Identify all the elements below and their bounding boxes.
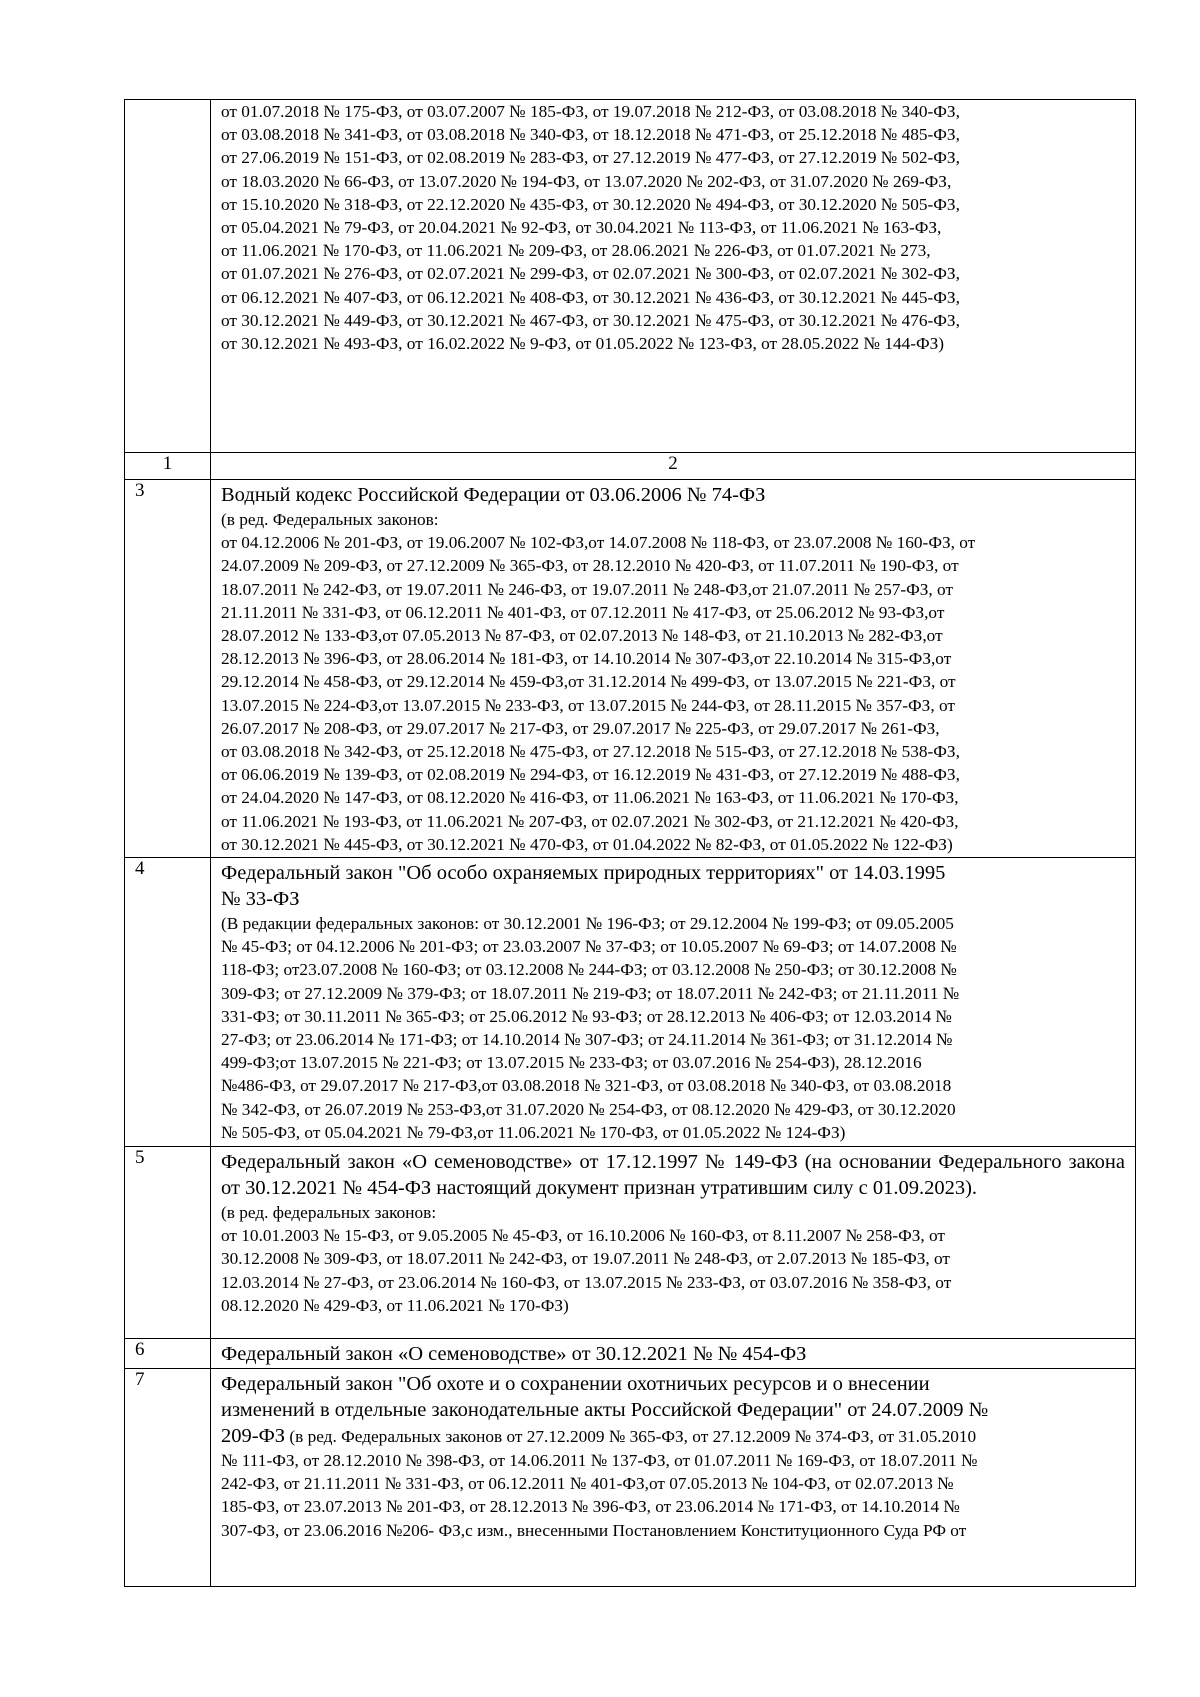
text-line: 18.07.2011 № 242-ФЗ, от 19.07.2011 № 246-ФЗ, от 19.07.2011 № 248-ФЗ,от 21.07.2011 № 257-ФЗ, от xyxy=(221,579,954,599)
row-content xyxy=(211,480,1136,858)
table-row xyxy=(125,1339,1136,1369)
text-line: 185-ФЗ, от 23.07.2013 № 201-ФЗ, от 28.12.2013 № 396-ФЗ, от 23.06.2014 № 171-ФЗ, от 14.10.2014 № xyxy=(221,1497,960,1517)
row-content xyxy=(211,1369,1136,1587)
text-line: от 30.12.2021 № 445-ФЗ, от 30.12.2021 № 470-ФЗ, от 01.04.2022 № 82-ФЗ, от 01.05.2022 № 122-ФЗ) xyxy=(221,834,953,854)
text-line: 331-ФЗ; от 30.11.2011 № 365-ФЗ; от 25.06.2012 № 93-ФЗ; от 28.12.2013 № 406-ФЗ; от 12.03.2014 № xyxy=(221,1006,952,1026)
column-number-row xyxy=(125,453,1136,480)
law-title: Федеральный закон «О семеноводстве» от 17.12.1997 № 149-ФЗ (на основании Федерального закона от 30.12.2021 № 454-ФЗ настоящий документ признан утратившим силу с 01.09.2023). xyxy=(221,1151,1125,1199)
text-line: 26.07.2017 № 208-ФЗ, от 29.07.2017 № 217-ФЗ, от 29.07.2017 № 225-ФЗ, от 29.07.2017 № 261-ФЗ, xyxy=(221,718,940,738)
text-line: от 06.12.2021 № 407-ФЗ, от 06.12.2021 № 408-ФЗ, от 30.12.2021 № 436-ФЗ, от 30.12.2021 № 445-ФЗ, xyxy=(221,287,960,307)
text-line: от 03.08.2018 № 342-ФЗ, от 25.12.2018 № 475-ФЗ, от 27.12.2018 № 515-ФЗ, от 27.12.2018 № 538-ФЗ, xyxy=(221,742,960,762)
text-line: от 11.06.2021 № 170-ФЗ, от 11.06.2021 № 209-ФЗ, от 28.06.2021 № 226-ФЗ, от 01.07.2021 № 273, xyxy=(221,241,931,261)
law-title xyxy=(221,858,1125,912)
text-line: от 27.06.2019 № 151-ФЗ, от 02.08.2019 № 283-ФЗ, от 27.12.2019 № 477-ФЗ, от 27.12.2019 № 502-ФЗ, xyxy=(221,148,960,168)
text-line: Федеральный закон "Об охоте и о сохранении охотничьих ресурсов и о внесении xyxy=(221,1373,930,1395)
row-content xyxy=(211,858,1136,1147)
column-number-1: 1 xyxy=(125,453,211,480)
text-line: 307-ФЗ, от 23.06.2016 №206- ФЗ,с изм., внесенными Постановлением Конституционного Суда РФ от xyxy=(221,1520,967,1540)
text-line: изменений в отдельные законодательные акты Российской Федерации" от 24.07.2009 № xyxy=(221,1399,989,1421)
text-line: № 45-ФЗ; от 04.12.2006 № 201-ФЗ; от 23.03.2007 № 37-ФЗ; от 10.05.2007 № 69-ФЗ; от 14.07.2008 № xyxy=(221,937,957,957)
text-line: от 15.10.2020 № 318-ФЗ, от 22.12.2020 № 435-ФЗ, от 30.12.2020 № 494-ФЗ, от 30.12.2020 № 505-ФЗ, xyxy=(221,194,960,214)
text-line: 28.12.2013 № 396-ФЗ, от 28.06.2014 № 181-ФЗ, от 14.10.2014 № 307-ФЗ,от 22.10.2014 № 315-ФЗ,от xyxy=(221,649,952,669)
text-line: от 11.06.2021 № 193-ФЗ, от 11.06.2021 № 207-ФЗ, от 02.07.2021 № 302-ФЗ, от 21.12.2021 № 420-ФЗ, xyxy=(221,811,959,831)
text-line: от 30.12.2021 № 449-ФЗ, от 30.12.2021 № 467-ФЗ, от 30.12.2021 № 475-ФЗ, от 30.12.2021 № 476-ФЗ, xyxy=(221,310,960,330)
text-line: № 111-ФЗ, от 28.12.2010 № 398-ФЗ, от 14.06.2011 № 137-ФЗ, от 01.07.2011 № 169-ФЗ, от 18.07.2011 № xyxy=(221,1451,978,1470)
text-line: от 24.04.2020 № 147-ФЗ, от 08.12.2020 № 416-ФЗ, от 11.06.2021 № 163-ФЗ, от 11.06.2021 № 170-ФЗ, xyxy=(221,788,959,808)
text-line: (в ред. федеральных законов: xyxy=(221,1203,437,1222)
law-title xyxy=(221,1339,1125,1367)
text-line: от 04.12.2006 № 201-ФЗ, от 19.06.2007 № 102-ФЗ,от 14.07.2008 № 118-ФЗ, от 23.07.2008 № 160-ФЗ, от xyxy=(221,533,976,553)
table-row xyxy=(125,1147,1136,1339)
text-line: (в ред. Федеральных законов: xyxy=(221,510,439,529)
text-line: 118-ФЗ; от23.07.2008 № 160-ФЗ; от 03.12.2008 № 244-ФЗ; от 03.12.2008 № 250-ФЗ; от 30.12.2008 № xyxy=(221,960,957,980)
text-line: 12.03.2014 № 27-ФЗ, от 23.06.2014 № 160-ФЗ, от 13.07.2015 № 233-ФЗ, от 03.07.2016 № 358-ФЗ, от xyxy=(221,1272,952,1292)
text-line: № 33-ФЗ xyxy=(221,888,300,910)
text-line: 309-ФЗ; от 27.12.2009 № 379-ФЗ; от 18.07.2011 № 219-ФЗ; от 18.07.2011 № 242-ФЗ; от 21.11.2011 № xyxy=(221,983,960,1003)
row-content xyxy=(211,1147,1136,1339)
text-line: от 30.12.2021 № 493-ФЗ, от 16.02.2022 № 9-ФЗ, от 01.05.2022 № 123-ФЗ, от 28.05.2022 № 144-ФЗ) xyxy=(221,334,945,354)
text-line: от 06.06.2019 № 139-ФЗ, от 02.08.2019 № 294-ФЗ, от 16.12.2019 № 431-ФЗ, от 27.12.2019 № 488-ФЗ, xyxy=(221,765,960,785)
text-line: Федеральный закон "Об особо охраняемых природных территориях" от 14.03.1995 xyxy=(221,862,946,884)
text-line: №486-ФЗ, от 29.07.2017 № 217-ФЗ,от 03.08.2018 № 321-ФЗ, от 03.08.2018 № 340-ФЗ, от 03.08.2018 xyxy=(221,1076,952,1096)
row-content xyxy=(211,1339,1136,1369)
law-title xyxy=(221,1369,1125,1423)
law-number: 209-ФЗ xyxy=(221,1425,286,1447)
table-row xyxy=(125,858,1136,1147)
table-row xyxy=(125,480,1136,858)
text-line: 27-ФЗ; от 23.06.2014 № 171-ФЗ; от 14.10.2014 № 307-ФЗ; от 24.11.2014 № 361-ФЗ; от 31.12.2014 № xyxy=(221,1030,953,1050)
text-line: 29.12.2014 № 458-ФЗ, от 29.12.2014 № 459-ФЗ,от 31.12.2014 № 499-ФЗ, от 13.07.2015 № 221-ФЗ, от xyxy=(221,672,956,692)
column-number-2: 2 xyxy=(211,453,1136,480)
table-row xyxy=(125,100,1136,453)
row-number: 3 xyxy=(125,480,211,858)
text-line: от 10.01.2003 № 15-ФЗ, от 9.05.2005 № 45-ФЗ, от 16.10.2006 № 160-ФЗ, от 8.11.2007 № 258-ФЗ, от xyxy=(221,1226,945,1246)
text-line: от 05.04.2021 № 79-ФЗ, от 20.04.2021 № 92-ФЗ, от 30.04.2021 № 113-ФЗ, от 11.06.2021 № 163-ФЗ, xyxy=(221,218,942,238)
row-content xyxy=(211,100,1136,453)
text-line: 08.12.2020 № 429-ФЗ, от 11.06.2021 № 170-ФЗ) xyxy=(221,1295,569,1315)
row-number: 4 xyxy=(125,858,211,1147)
row-number: 7 xyxy=(125,1369,211,1587)
law-title-tail xyxy=(221,1423,1125,1449)
text-line: Водный кодекс Российской Федерации от 03.06.2006 № 74-ФЗ xyxy=(221,484,766,506)
laws-table xyxy=(124,99,1136,1587)
text-line: от 18.03.2020 № 66-ФЗ, от 13.07.2020 № 194-ФЗ, от 13.07.2020 № 202-ФЗ, от 31.07.2020 № 269-ФЗ, xyxy=(221,171,952,191)
text-line: № 505-ФЗ, от 05.04.2021 № 79-ФЗ,от 11.06.2021 № 170-ФЗ, от 01.05.2022 № 124-ФЗ) xyxy=(221,1122,846,1142)
row-number: 6 xyxy=(125,1339,211,1369)
text-line: 13.07.2015 № 224-ФЗ,от 13.07.2015 № 233-ФЗ, от 13.07.2015 № 244-ФЗ, от 28.11.2015 № 357-ФЗ, от xyxy=(221,695,955,715)
text-line: от 03.08.2018 № 341-ФЗ, от 03.08.2018 № 340-ФЗ, от 18.12.2018 № 471-ФЗ, от 25.12.2018 № 485-ФЗ, xyxy=(221,125,960,145)
law-title xyxy=(221,480,1125,508)
row-number xyxy=(125,100,211,453)
text-line: Федеральный закон «О семеноводстве» от 30.12.2021 № № 454-ФЗ xyxy=(221,1343,807,1365)
amendments-list xyxy=(221,1201,1125,1317)
text-line: № 342-ФЗ, от 26.07.2019 № 253-ФЗ,от 31.07.2020 № 254-ФЗ, от 08.12.2020 № 429-ФЗ, от 30.12.2020 xyxy=(221,1099,956,1119)
text-line: 499-ФЗ;от 13.07.2015 № 221-ФЗ; от 13.07.2015 № 233-ФЗ; от 03.07.2016 № 254-ФЗ), 28.12.2016 xyxy=(221,1053,922,1073)
amendments-list xyxy=(221,100,1125,355)
row-number: 5 xyxy=(125,1147,211,1339)
amendments-list xyxy=(221,1449,1125,1542)
text-line: (В редакции федеральных законов: от 30.12.2001 № 196-ФЗ; от 29.12.2004 № 199-ФЗ; от 09.05.2005 xyxy=(221,914,954,933)
text-line: от 01.07.2021 № 276-ФЗ, от 02.07.2021 № 299-ФЗ, от 02.07.2021 № 300-ФЗ, от 02.07.2021 № 302-ФЗ, xyxy=(221,264,960,284)
table-row xyxy=(125,1369,1136,1587)
text-line: от 01.07.2018 № 175-ФЗ, от 03.07.2007 № 185-ФЗ, от 19.07.2018 № 212-ФЗ, от 03.08.2018 № 340-ФЗ, xyxy=(221,102,960,121)
amendments-intro: (в ред. Федеральных законов от 27.12.2009 № 365-ФЗ, от 27.12.2009 № 374-ФЗ, от 31.05.2010 xyxy=(285,1427,977,1446)
text-line: 30.12.2008 № 309-ФЗ, от 18.07.2011 № 242-ФЗ, от 19.07.2011 № 248-ФЗ, от 2.07.2013 № 185-ФЗ, от xyxy=(221,1249,950,1269)
text-line: 242-ФЗ, от 21.11.2011 № 331-ФЗ, от 06.12.2011 № 401-ФЗ,от 07.05.2013 № 104-ФЗ, от 02.07.2013 № xyxy=(221,1474,954,1494)
text-line: 21.11.2011 № 331-ФЗ, от 06.12.2011 № 401-ФЗ, от 07.12.2011 № 417-ФЗ, от 25.06.2012 № 93-ФЗ,от xyxy=(221,602,945,622)
text-line: 24.07.2009 № 209-ФЗ, от 27.12.2009 № 365-ФЗ, от 28.12.2010 № 420-ФЗ, от 11.07.2011 № 190-ФЗ, от xyxy=(221,556,959,576)
amendments-list xyxy=(221,912,1125,1144)
amendments-list xyxy=(221,508,1125,856)
text-line: 28.07.2012 № 133-ФЗ,от 07.05.2013 № 87-ФЗ, от 02.07.2013 № 148-ФЗ, от 21.10.2013 № 282-ФЗ,от xyxy=(221,626,943,646)
